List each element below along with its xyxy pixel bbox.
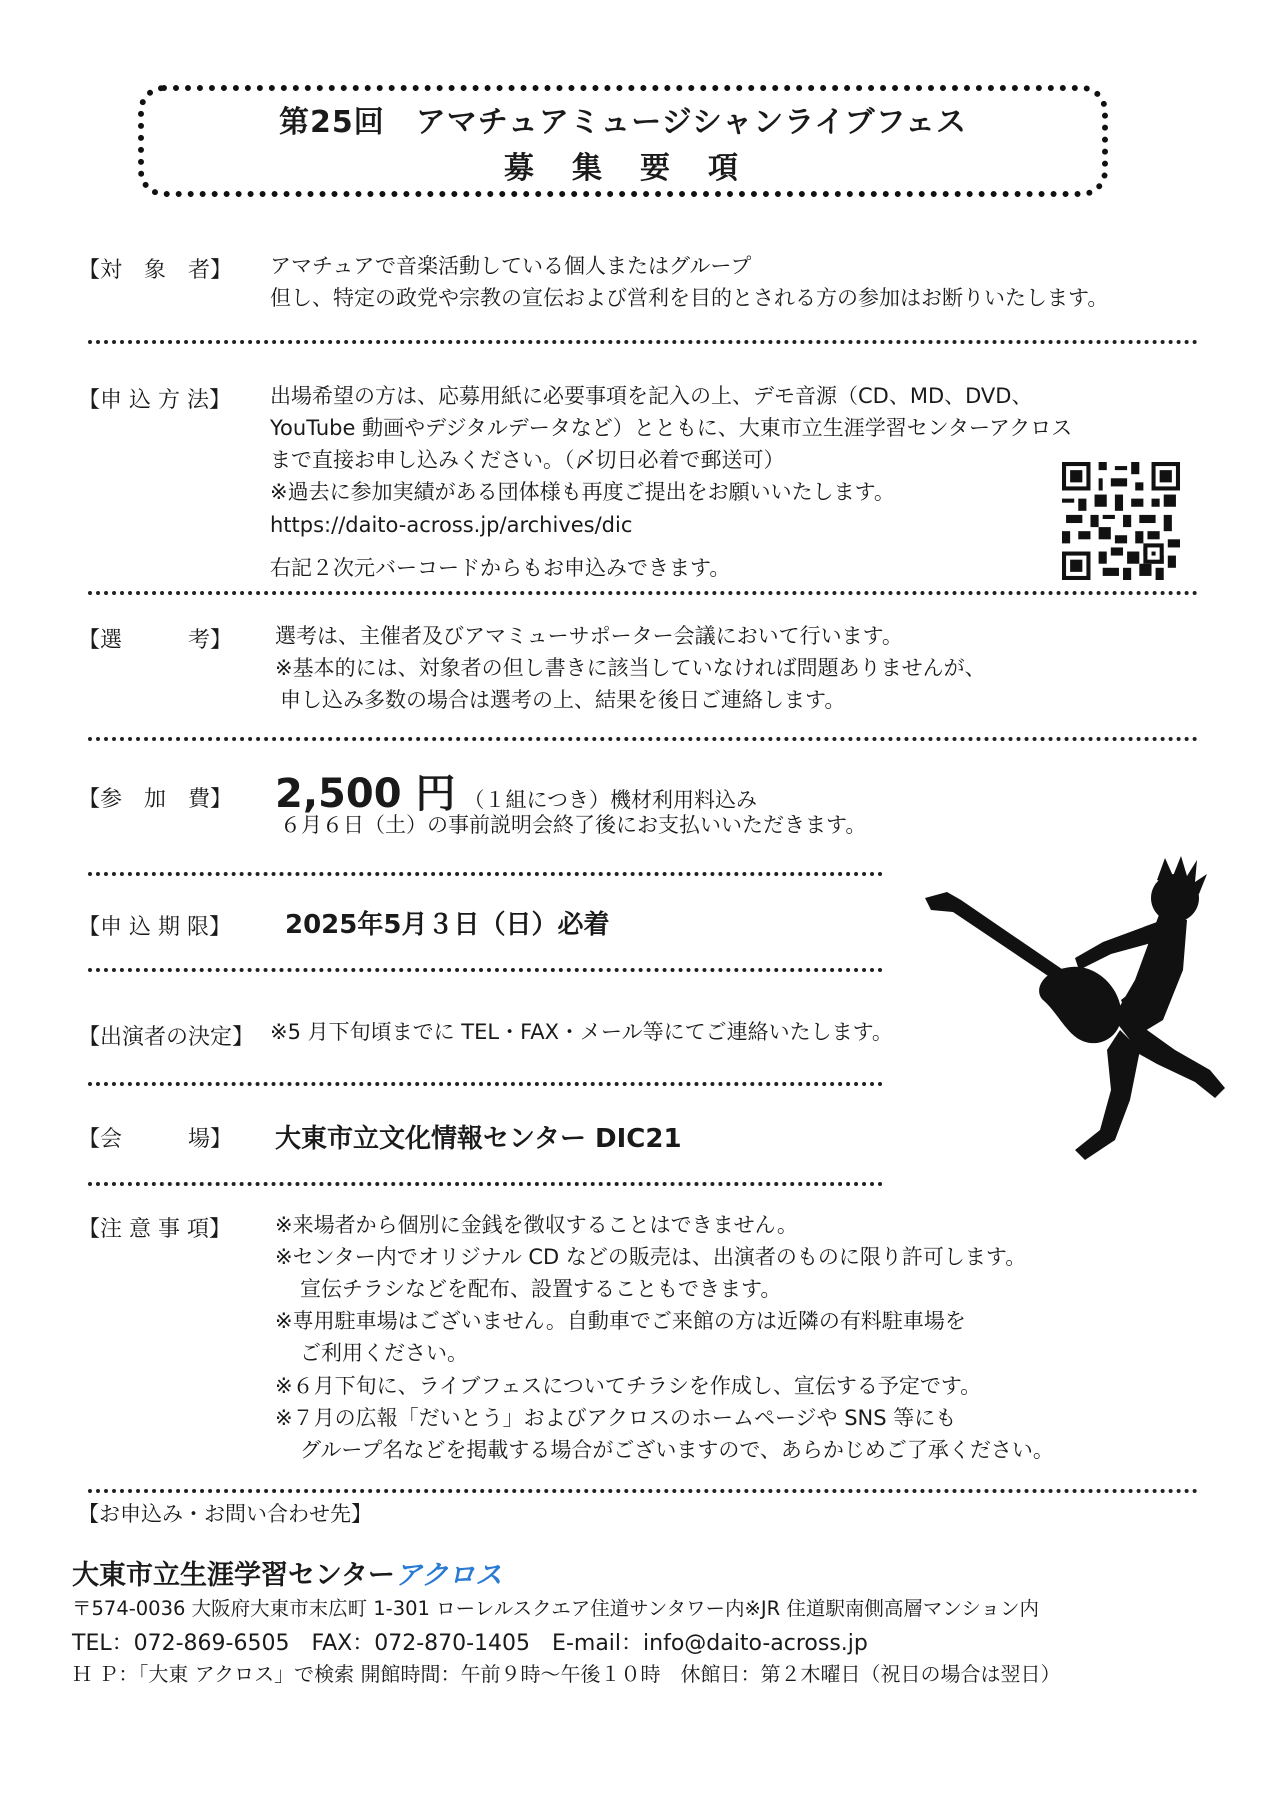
divider [88, 968, 883, 972]
divider [88, 1489, 1198, 1493]
notes-line: ※６月下旬に、ライブフェスについてチラシを作成し、宣伝する予定です。 [275, 1374, 982, 1398]
title-box [138, 85, 1108, 197]
apply-label: 【申 込 方 法】 [78, 388, 231, 413]
apply-url-link[interactable]: https://daito-across.jp/archives/dic [270, 513, 633, 537]
notes-label: 【注 意 事 項】 [78, 1217, 231, 1242]
divider [88, 1082, 883, 1086]
selection-label: 【選 考】 [78, 628, 233, 653]
target-line1: アマチュアで音楽活動している個人またはグループ [270, 254, 752, 278]
divider [88, 1182, 883, 1186]
decision-value: ※5 月下旬頃までに TEL・FAX・メール等にてご連絡いたします。 [270, 1020, 893, 1044]
apply-line3: まで直接お申し込みください。（〆切日必着で郵送可） [270, 448, 785, 472]
page-subtitle: 募 集 要 項 [504, 151, 742, 186]
fee-note: （１組につき）機材利用料込み [463, 788, 758, 812]
fee-amount: 2,500 円 [275, 771, 456, 817]
apply-line2: YouTube 動画やデジタルデータなど）とともに、大東市立生涯学習センターアクロス [270, 416, 1073, 440]
notes-line: ※７月の広報「だいとう」およびアクロスのホームページや SNS 等にも [275, 1406, 957, 1430]
address: 〒574-0036 大阪府大東市末広町 1-301 ローレルスクエア住道サンタワー内※JR 住道駅南側高層マンション内 [72, 1597, 1039, 1620]
fee-label: 【参 加 費】 [78, 787, 233, 812]
divider [88, 737, 1198, 741]
selection-line3: 申し込み多数の場合は選考の上、結果を後日ご連絡します。 [280, 688, 846, 712]
target-line2: 但し、特定の政党や宗教の宣伝および営利を目的とされる方の参加はお断りいたします。 [270, 286, 1109, 310]
selection-line1: 選考は、主催者及びアマミューサポーター会議において行います。 [275, 624, 903, 648]
page-title: 第25回 アマチュアミュージシャンライブフェス [279, 105, 967, 140]
apply-line5: 右記２次元バーコードからもお申込みできます。 [270, 556, 731, 580]
fee-line2: ６月６日（土）の事前説明会終了後にお支払いいただきます。 [280, 813, 867, 837]
deadline-label: 【申 込 期 限】 [78, 915, 231, 940]
notes-line: ※専用駐車場はございません。自動車でご来館の方は近隣の有料駐車場を [275, 1309, 966, 1333]
notes-line: 宣伝チラシなどを配布、設置することもできます。 [300, 1277, 782, 1301]
hp-hours: Ｈ Ｐ：「大東 アクロス」で検索 開館時間：午前９時～午後１０時 休館日：第２木曜日（祝日の場合は翌日） [72, 1662, 1061, 1686]
guitarist-silhouette-icon [925, 850, 1235, 1170]
venue-value: 大東市立文化情報センター DIC21 [275, 1124, 682, 1154]
qr-code-icon[interactable] [1062, 462, 1180, 580]
notes-line: ※センター内でオリジナル CD などの販売は、出演者のものに限り許可します。 [275, 1245, 1027, 1269]
divider [88, 872, 883, 876]
divider [88, 591, 1198, 595]
divider [88, 340, 1198, 344]
deadline-value: 2025年5月３日（日）必着 [285, 910, 610, 940]
apply-line4: ※過去に参加実績がある団体様も再度ご提出をお願いいたします。 [270, 480, 895, 504]
target-label: 【対 象 者】 [78, 258, 233, 283]
apply-line1: 出場希望の方は、応募用紙に必要事項を記入の上、デモ音源（CD、MD、DVD、 [270, 384, 1033, 408]
decision-label: 【出演者の決定】 [78, 1025, 255, 1050]
contact-label: 【お申込み・お問い合わせ先】 [78, 1502, 372, 1526]
venue-label: 【会 場】 [78, 1127, 233, 1152]
notes-line: グループ名などを掲載する場合がございますので、あらかじめご了承ください。 [300, 1438, 1054, 1462]
notes-line: ご利用ください。 [300, 1341, 468, 1365]
notes-line: ※来場者から個別に金銭を徴収することはできません。 [275, 1213, 798, 1237]
tel-fax-email: TEL：072-869-6505 FAX：072-870-1405 E-mail：info@daito-across.jp [72, 1631, 868, 1656]
org-name-text: 大東市立生涯学習センター [72, 1560, 395, 1591]
org-name [72, 1553, 502, 1592]
org-brand-logo: アクロス [394, 1560, 503, 1591]
selection-line2: ※基本的には、対象者の但し書きに該当していなければ問題ありませんが、 [275, 656, 986, 680]
